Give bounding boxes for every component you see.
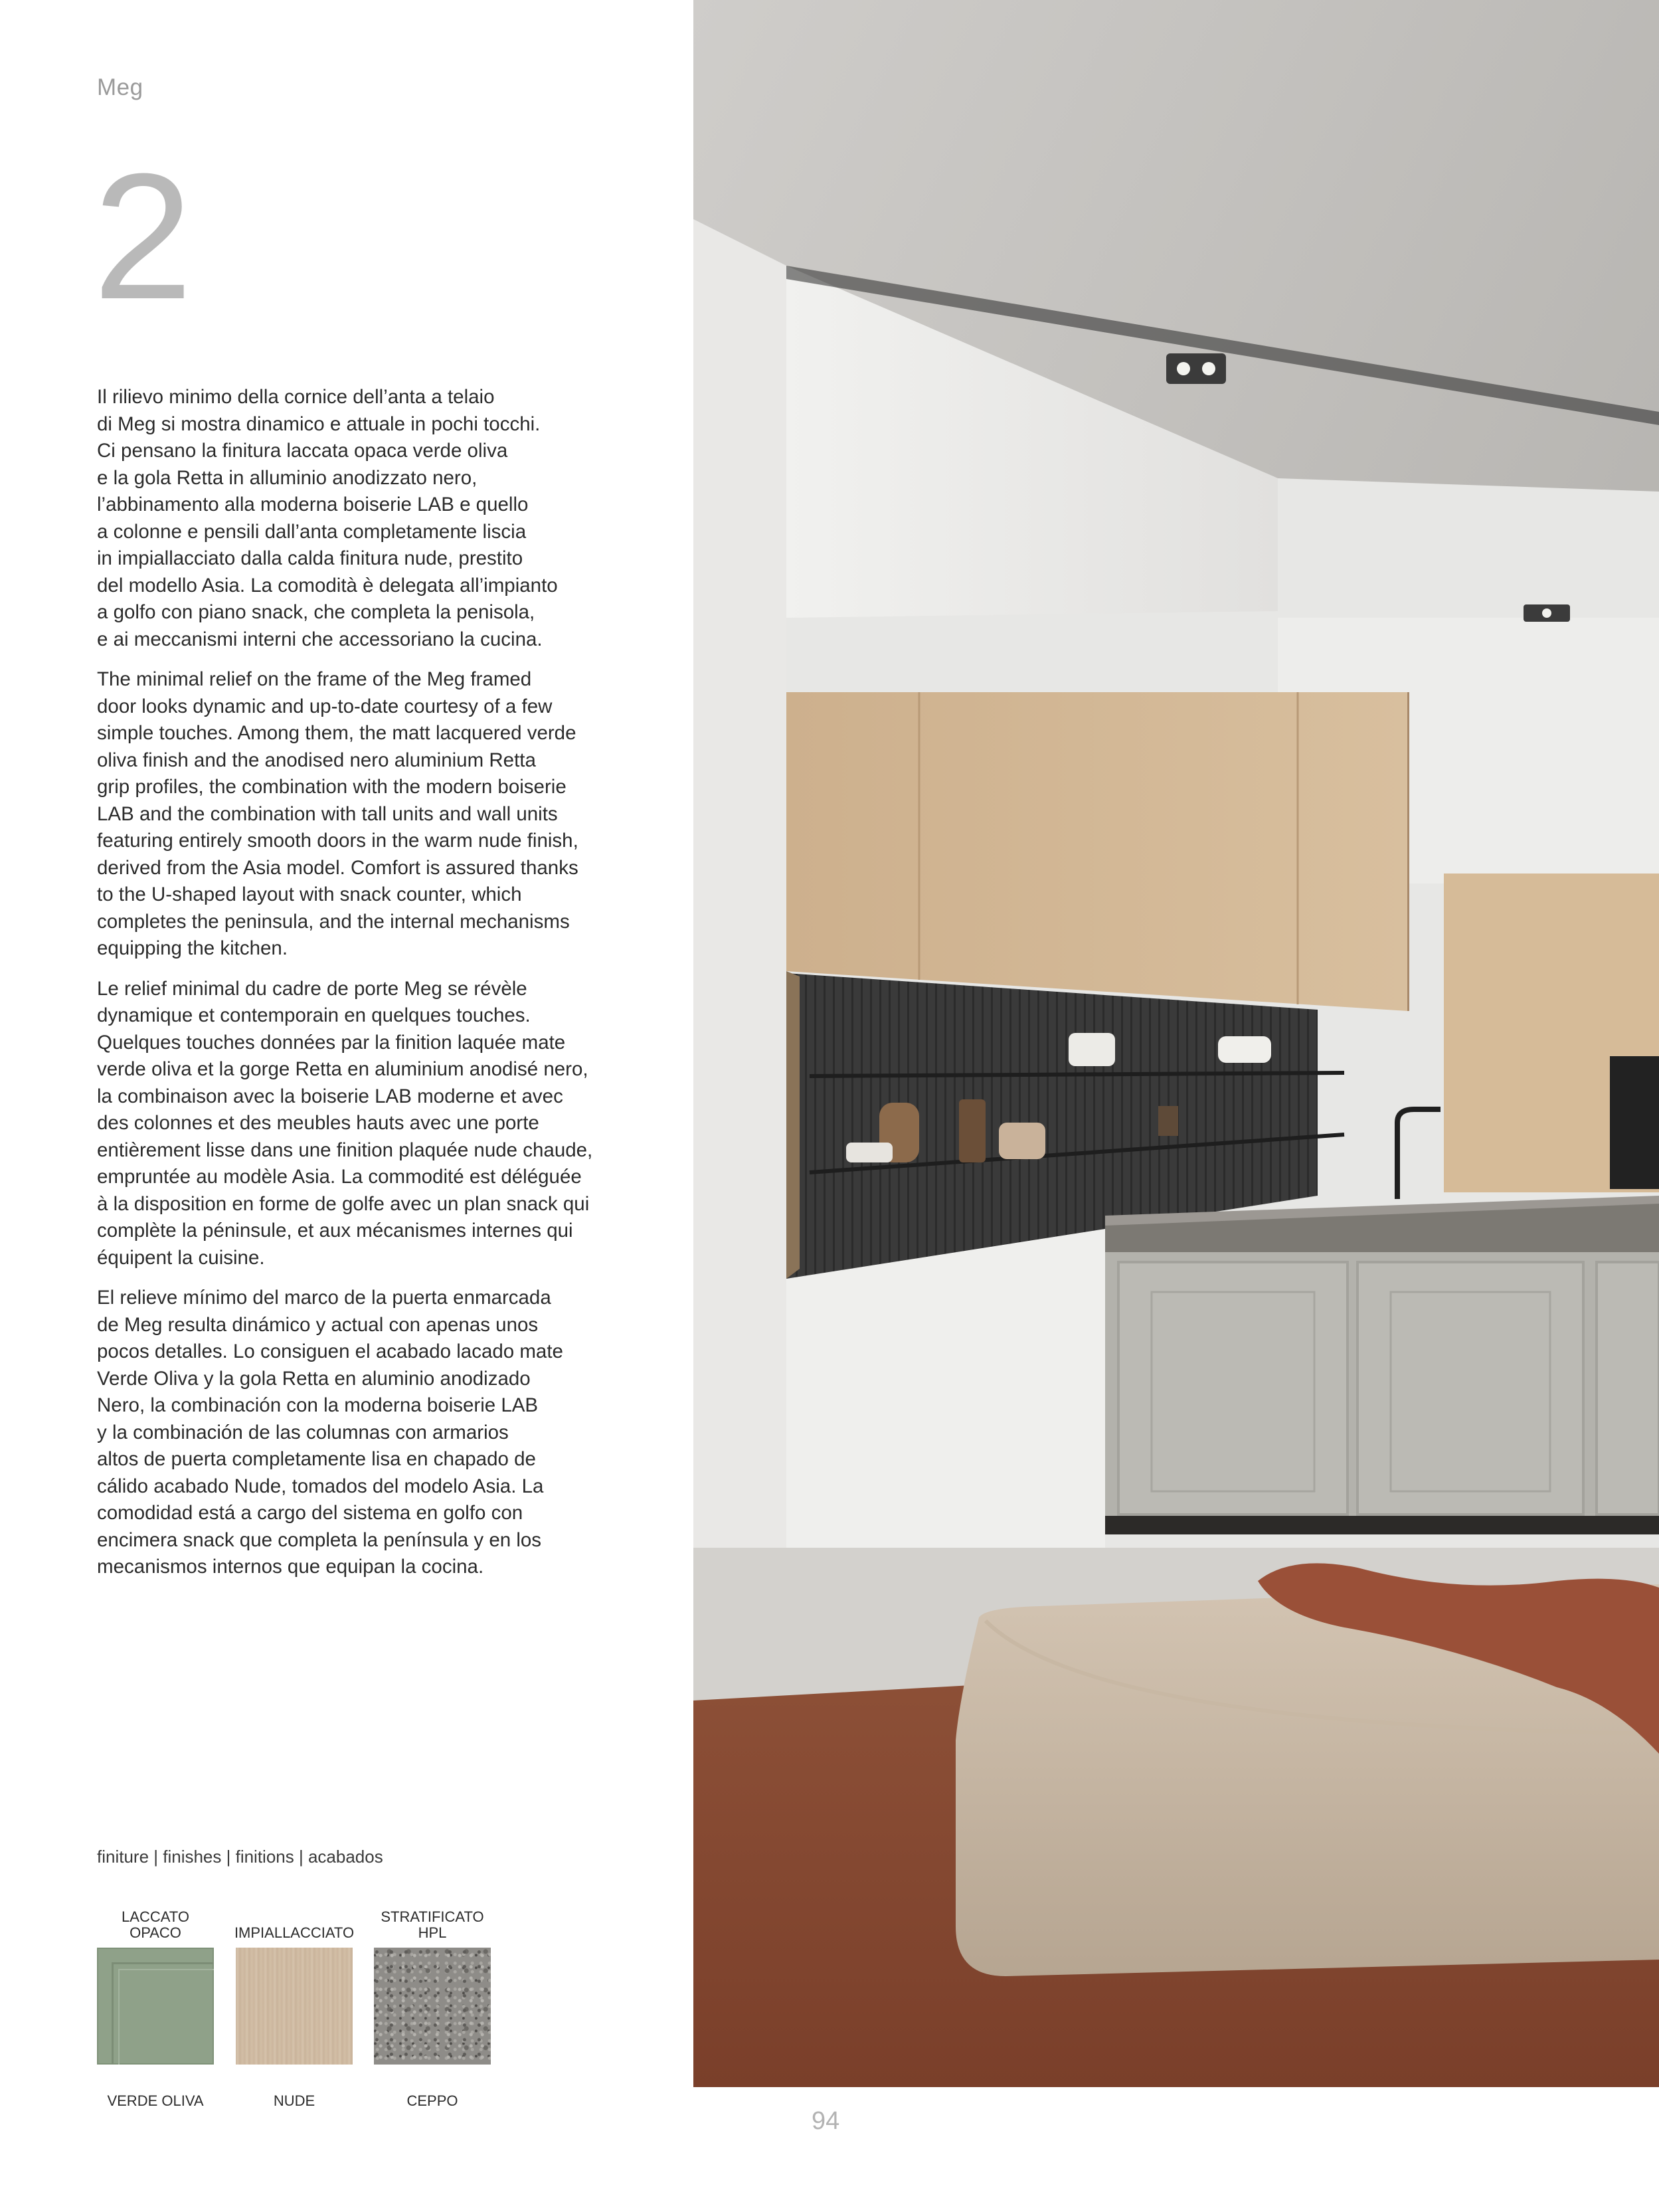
finish-name-label: NUDE [273,2092,315,2109]
finish-name-label: VERDE OLIVA [107,2092,204,2109]
finish-swatch-nude [236,1948,353,2065]
paragraph-italian: Il rilievo minimo della cornice dell’anta a telaio di Meg si mostra dinamico e attuale in pochi tocchi. Ci pensano la finitura laccata opaca verde oliva e la gola Retta in alluminio anodizzato nero, l’abbinamento alla moderna boiserie LAB e quello a colonne e pensili dall’anta completamente liscia in impiallacciato dalla calda finitura nude, prestito del modello Asia. La comodità è delegata all’impianto a golfo con piano snack, che completa la penisola, e ai meccanismi interni che accessoriano la cucina. [97,386,558,650]
page-number: 94 [812,2107,840,2135]
paragraph-french: Le relief minimal du cadre de porte Meg se révèle dynamique et contemporain en quelques touches. Quelques touches données par la finition laquée mate verde oliva et la gorge Retta en aluminium anodisé nero, la combinaison avec la boiserie LAB moderne et avec des colonnes et des meubles hauts avec une porte entièrement lisse dans une finition plaquée nude chaude, empruntée au modèle Asia. La commodité est déléguée à la disposition en forme de golfe avec un plan snack qui complète la péninsule, et aux mécanismes internes qui équipent la cuisine. [97,977,593,1269]
paragraph-spanish: El relieve mínimo del marco de la puerta enmarcada de Meg resulta dinámico y actual con apenas unos pocos detalles. Lo consiguen el acabado lacado mate Verde Oliva y la gola Retta en aluminio anodizado Nero, la combinación con la moderna boiserie LAB y la combinación de las columnas con armarios altos de puerta completamente lisa en chapado de cálido acabado Nude, tomados del modelo Asia. La comodidad está a cargo del sistema en golfo con encimera snack que completa la península y en los mecanismos internos que equipan la cocina. [97,1287,563,1578]
paragraph-english: The minimal relief on the frame of the Meg framed door looks dynamic and up-to-date courtesy of a few simple touches. Among them, the matt lacquered verde oliva finish and the anodised nero aluminium Retta grip profiles, the combination with the modern boiserie LAB and the combination with tall units and wall units featuring entirely smooth doors in the warm nude finish, derived from the Asia model. Comfort is assured thanks to the U-shaped layout with snack counter, which completes the peninsula, and the internal mechanisms equipping the kitchen. [97,668,578,959]
finish-name-label: CEPPO [406,2092,458,2109]
finish-swatch-verde-oliva [97,1948,214,2065]
finishes-title: finiture | finishes | finitions | acabados [97,1847,383,1867]
finish-nude [234,1905,354,2110]
finish-swatch-ceppo [374,1948,491,2065]
finish-type-label: LACCATO OPACO [122,1908,189,1941]
kitchen-photo [693,0,1659,2087]
finish-type-label: IMPIALLACCIATO [234,1924,355,1941]
brand-name: Meg [97,74,143,100]
finish-verde-oliva [96,1905,215,2110]
description-text [97,384,628,1594]
finish-type-label: STRATIFICATO HPL [381,1908,484,1941]
finish-ceppo [373,1905,492,2110]
chapter-number: 2 [93,137,193,337]
